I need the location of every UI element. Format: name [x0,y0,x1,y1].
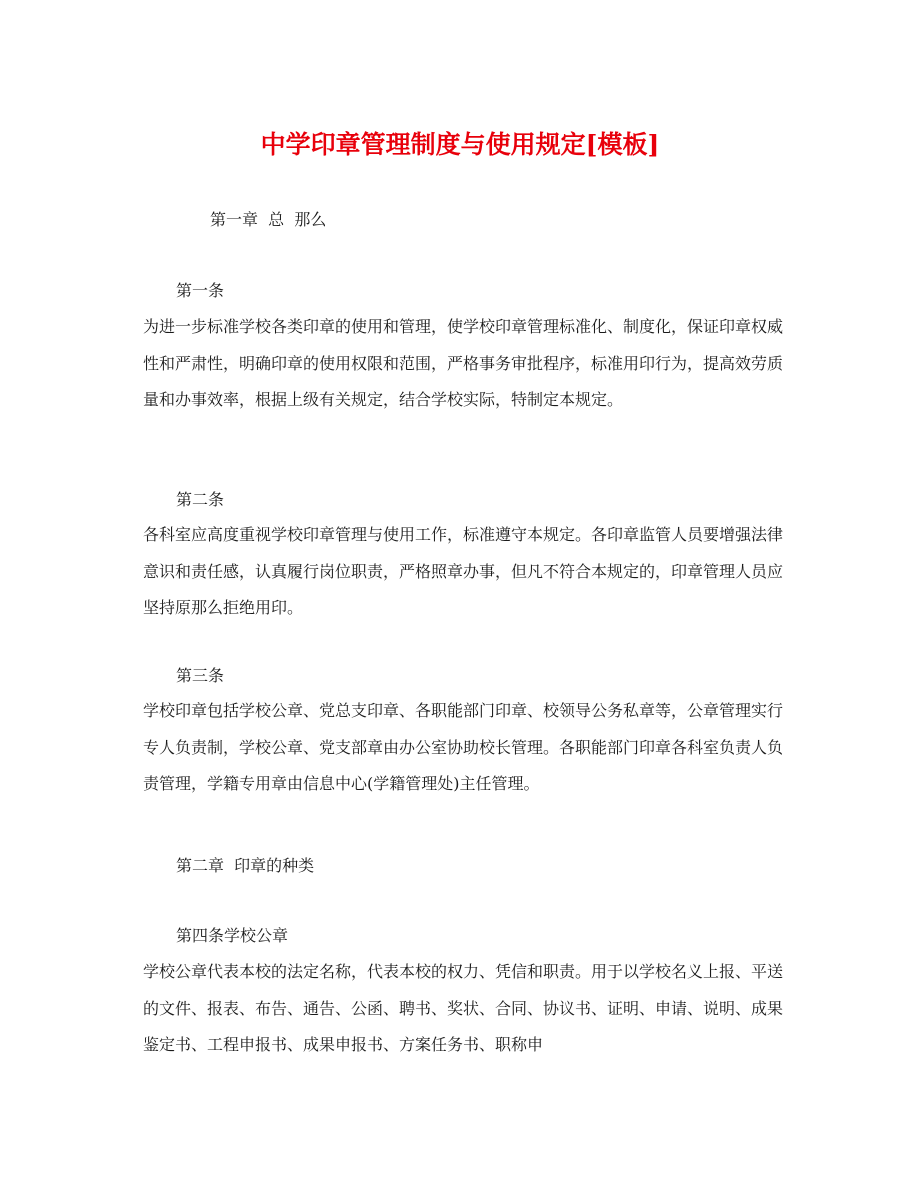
article-4-text: 学校公章代表本校的法定名称，代表本校的权力、凭信和职责。用于以学校名义上报、平送的文件、报表、布告、通告、公函、聘书、奖状、合同、协议书、证明、申请、说明、成果鉴定书、工程申报书、成果申报书、方案任务书、职称申 [143,962,783,1054]
article-3-text: 学校印章包括学校公章、党总支印章、各职能部门印章、校领导公务私章等，公章管理实行专人负责制，学校公章、党支部章由办公室协助校长管理。各职能部门印章各科室负责人负责管理，学籍专用章由信息中心(学籍管理处)主任管理。 [143,701,784,793]
article-1-heading: 第一条 [176,281,225,300]
chapter-heading-seal-types: 第二章 印章的种类 [176,856,315,875]
article-1-text: 为进一步标准学校各类印章的使用和管理，使学校印章管理标准化、制度化，保证印章权威性和严肃性，明确印章的使用权限和范围，严格事务审批程序，标准用印行为，提高效劳质量和办事效率，根据上级有关规定，结合学校实际，特制定本规定。 [143,317,784,409]
article-2-text: 各科室应高度重视学校印章管理与使用工作，标准遵守本规定。各印章监管人员要增强法律意识和责任感，认真履行岗位职责，严格照章办事，但凡不符合本规定的，印章管理人员应坚持原那么拒绝用印。 [143,525,784,617]
article-2-heading: 第二条 [176,490,225,509]
article-4-heading: 第四条学校公章 [176,926,289,945]
chapter-heading-general: 第一章 总 那么 [210,210,327,229]
article-3-heading: 第三条 [176,666,225,685]
document-title: 中学印章管理制度与使用规定[模板] [260,130,660,159]
